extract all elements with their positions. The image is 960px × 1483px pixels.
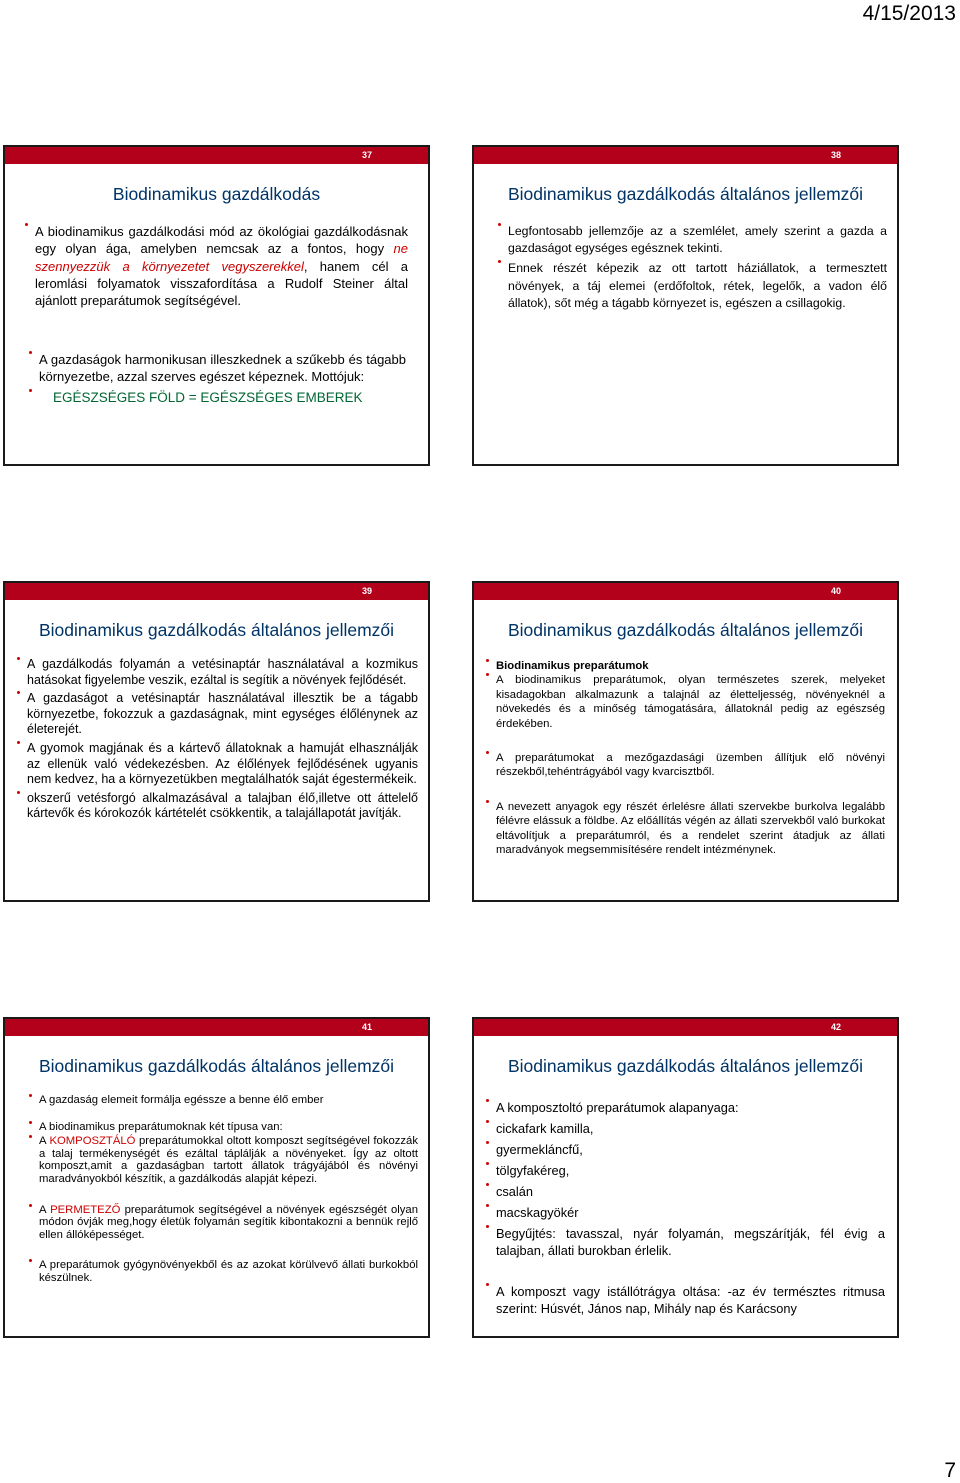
slide-title: Biodinamikus gazdálkodás általános jellemzői [507, 1056, 864, 1076]
bullet-item: A preparátumok gyógynövényekből és az azokat körülvevő állati burkokból készülnek. [29, 1259, 418, 1284]
bullet-item: A gazdaság elemeit formálja egéssze a benne élő ember [29, 1094, 418, 1107]
bullet-item: A gyomok magjának és a kártevő állatoknak a hamuját elhasználják az ellenük való védekezésben. Az élőlények fejlődésének ugyanis nem kedvez, ha a környezetükben megtalálhatók saját égestermékeik. [17, 741, 418, 788]
slide-title: Biodinamikus gazdálkodás általános jellemzői [507, 184, 864, 204]
bullet-item: okszerű vetésforgó alkalmazásával a talajban élő,illetve ott áttelelő kártevők és kórokozók kártételét csökkentik, a talajállapotát javítják. [17, 791, 418, 822]
slide-41 [3, 1017, 430, 1338]
bullet-item: A komposztoltó preparátumok alapanyaga: [486, 1099, 885, 1116]
bullet-item: macskagyökér [486, 1204, 885, 1221]
red-text: PERMETEZŐ [50, 1203, 121, 1216]
bullet-item: A preparátumokat a mezőgazdasági üzemben állítjuk elő növényi részekből,tehéntrágyából vagy kvarcisztből. [486, 751, 885, 780]
bullet-item: csalán [486, 1183, 885, 1200]
bullet-item: tölgyfakéreg, [486, 1162, 885, 1179]
slide-number-bar: 38 [474, 147, 897, 164]
bullet-item: A komposzt vagy istállótrágya oltása: -az év természtes ritmusa szerint: Húsvét, János nap, Mihály nap és Karácsony [486, 1283, 885, 1317]
slide-title: Biodinamikus gazdálkodás általános jellemzői [38, 1056, 395, 1076]
bullet-item: cickafark kamilla, [486, 1120, 885, 1137]
bullet-item: A PERMETEZŐ preparátumok segítségével a növények egészségét olyan módon óvják meg,hogy életük folyamán segítik kibontakozni a bennük rejlő ellen állóképességet. [29, 1204, 418, 1242]
slide-42 [472, 1017, 899, 1338]
bullet-item: A biodinamikus preparátumoknak két típusa van: [29, 1121, 418, 1134]
bullet-heading: Biodinamikus preparátumok [486, 659, 885, 673]
bullet-item: Legfontosabb jellemzője az a szemlélet, amely szerint a gazda a gazdaságot egységes egésznek tekinti. [498, 223, 887, 257]
slide-title: Biodinamikus gazdálkodás általános jellemzői [507, 620, 864, 640]
slide-number-bar: 40 [474, 583, 897, 600]
bullet-item: Begyűjtés: tavasszal, nyár folyamán, megszárítják, fél évig a talajban, állati burokban érlelik. [486, 1225, 885, 1259]
bullet-item: A biodinamikus gazdálkodási mód az ökológiai gazdálkodásnak egy olyan ága, amelyben nemcsak az a fontos, hogy ne szennyezzük a környezetet vegyszerekkel, hanem cél a leromlási folyamatok visszafordítása a Rudolf Steiner által ajánlott preparátumok segítségével. [25, 223, 408, 309]
slide-number-bar: 37 [5, 147, 428, 164]
bullet-item: A KOMPOSZTÁLÓ preparátumokkal oltott komposzt segítségével fokozzák a talaj termékenységét és ezáltal táplálják a növényeket. Így az oltott komposzt,amit a gazdaságban tartott állatok trágyájából és növényi maradványokból készítik, a gazdálkodás alapját képezi. [29, 1135, 418, 1185]
bullet-item: A gazdálkodás folyamán a vetésinaptár használatával a kozmikus hatásokat figyelembe veszik, ezáltal is segítik a növények fejlődését. [17, 657, 418, 688]
bullet-item: A nevezett anyagok egy részét érlelésre állati szervekbe burkolva legalább félévre elássuk a földbe. Az előállítás végén az állati szervekből való burkokat eltávolítjuk a preparátumról, és a rendelet szerint átadjuk az állati maradványok megsemmisítésére rendelt intézménynek. [486, 800, 885, 858]
slide-number-bar: 39 [5, 583, 428, 600]
slide-38 [472, 145, 899, 466]
page-number: 7 [944, 1459, 956, 1482]
slide-number-bar: 41 [5, 1019, 428, 1036]
bullet-item: A gazdaságok harmonikusan illeszkednek a szűkebb és tágabb környezetbe, azzal szerves egészet képeznek. Mottójuk: [29, 351, 406, 386]
bullet-item: A biodinamikus preparátumok, olyan természetes szerek, melyeket kisadagokban alkalmazunk a talajnál az életteljesség, növényeknél a növekedés és a minőség támogatására, állatoknál pedig az egészség érdekében. [486, 673, 885, 731]
red-text: KOMPOSZTÁLÓ [49, 1135, 136, 1148]
slide-number-bar: 42 [474, 1019, 897, 1036]
emphasis-text: ne szennyezzük a környezetet vegyszerekkel [35, 241, 408, 274]
bullet-item: gyermekláncfű, [486, 1141, 885, 1158]
slide-40 [472, 581, 899, 902]
motto-text: EGÉSZSÉGES FÖLD = EGÉSZSÉGES EMBEREK [53, 389, 363, 405]
bullet-item: Ennek részét képezik az ott tartott háziállatok, a termesztett növények, a táj elemei (erdőfoltok, rétek, legelők, a vadon élő állatok), sőt még a tágabb környezet is, egészen a csillagokig. [498, 260, 887, 312]
slide-title: Biodinamikus gazdálkodás általános jellemzői [38, 620, 395, 640]
motto-item [29, 389, 406, 406]
bullet-item: A gazdaságot a vetésinaptár használatával illesztik be a tágabb környezetbe, fokozzuk a gazdaságnak, mint egységes élőlénynek az életerejét. [17, 691, 418, 738]
slide-37 [3, 145, 430, 466]
slide-39 [3, 581, 430, 902]
date-header: 4/15/2013 [862, 2, 956, 25]
slide-title: Biodinamikus gazdálkodás [112, 184, 321, 204]
